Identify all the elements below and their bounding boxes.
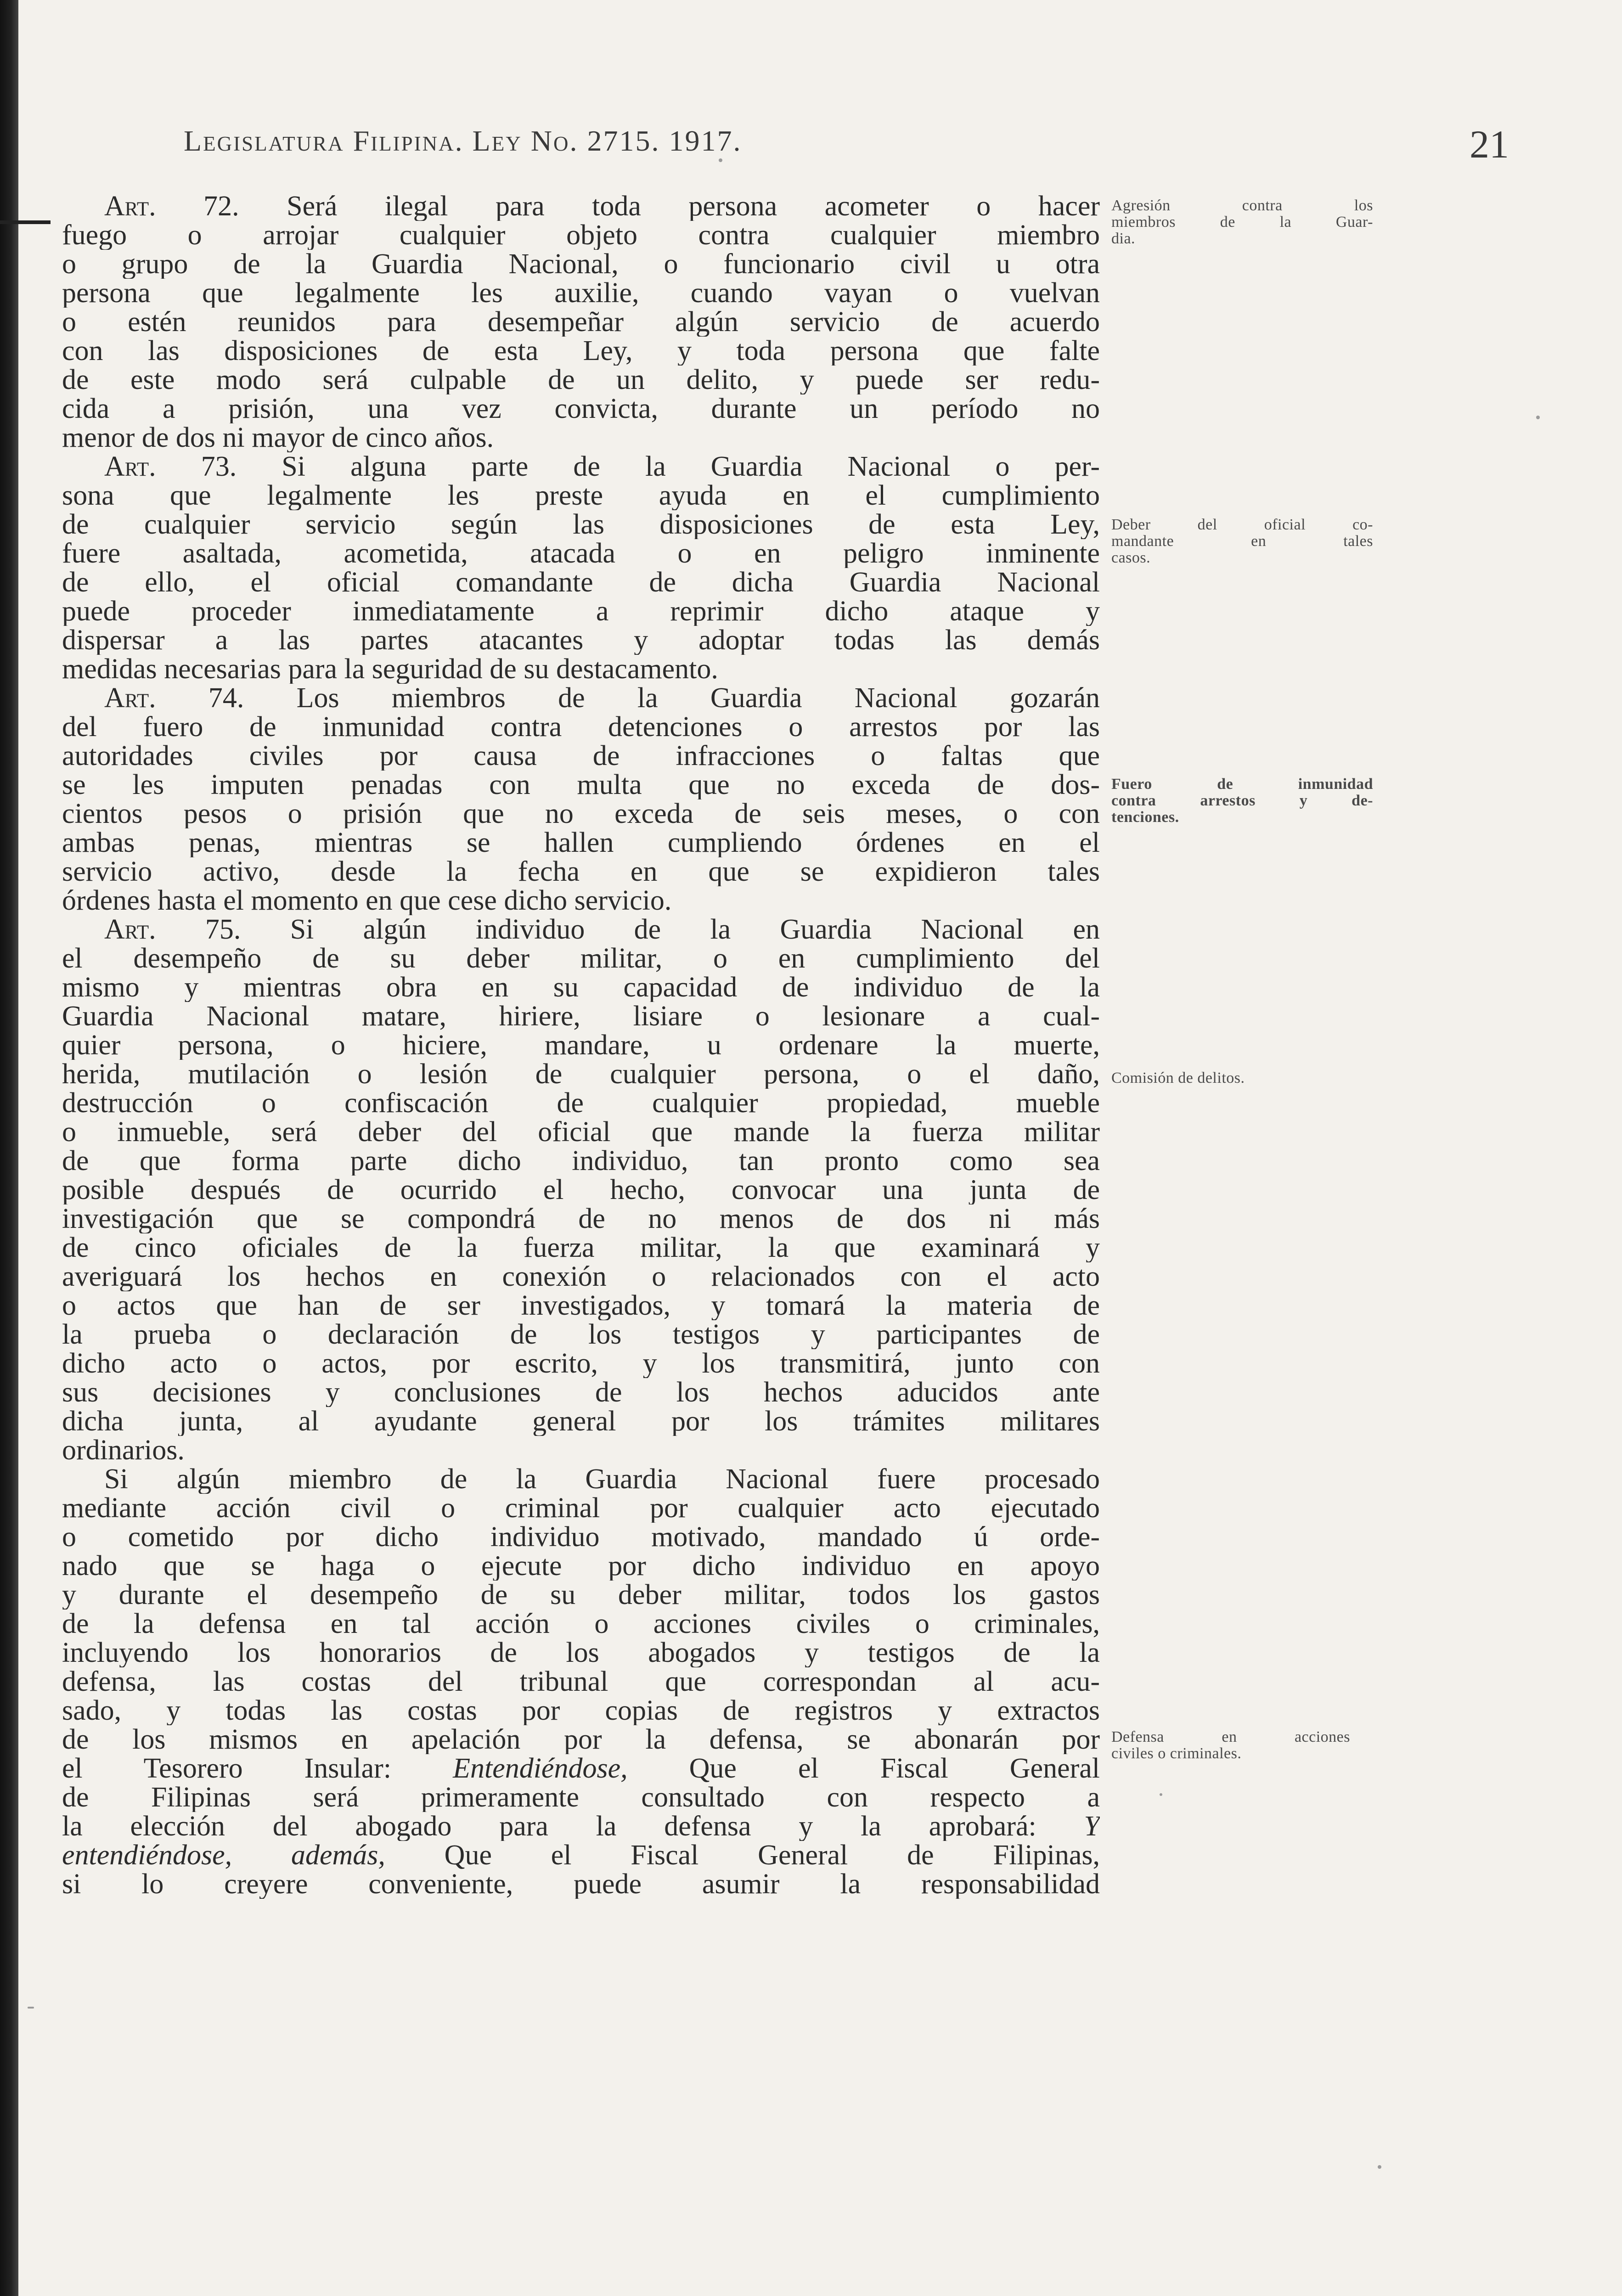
scan-speck [28, 2007, 34, 2009]
text-line: servicio activo, desde la fecha en que se expidieron tales [62, 857, 1100, 886]
text-line: cientos pesos o prisión que no exceda de seis meses, o con [62, 799, 1100, 828]
text-line: de ello, el oficial comandante de dicha Guardia Nacional [62, 568, 1100, 597]
text-line: medidas necesarias para la seguridad de su destacamento. [62, 655, 718, 684]
text-line: Art. 73. Si alguna parte de la Guardia Nacional o per- [104, 452, 1100, 481]
text-line: puede proceder inmediatamente a reprimir dicho ataque y [62, 597, 1100, 626]
text-line: mediante acción civil o criminal por cualquier acto ejecutado [62, 1494, 1100, 1523]
text-line: destrucción o confiscación de cualquier propiedad, mueble [62, 1089, 1100, 1118]
text-line: autoridades civiles por causa de infracciones o faltas que [62, 742, 1100, 771]
scan-speck [1378, 2165, 1381, 2169]
scan-speck [1160, 1793, 1162, 1796]
text-line: Art. 74. Los miembros de la Guardia Nacional gozarán [104, 684, 1100, 713]
text-line: de que forma parte dicho individuo, tan pronto como sea [62, 1147, 1100, 1176]
article-72 [62, 192, 1100, 452]
article-75 [62, 915, 1100, 1465]
text-line: dicha junta, al ayudante general por los trámites militares [62, 1407, 1100, 1436]
text-line: mismo y mientras obra en su capacidad de individuo de la [62, 973, 1100, 1002]
scan-speck [719, 158, 722, 162]
page-header [184, 124, 1515, 174]
page-number: 21 [1470, 122, 1509, 166]
text-line: investigación que se compondrá de no menos de dos ni más [62, 1204, 1100, 1233]
text-line: Art. 75. Si algún individuo de la Guardia Nacional en [104, 915, 1100, 944]
text-line: o grupo de la Guardia Nacional, o funcionario civil u otra [62, 250, 1100, 279]
running-title: Legislatura Filipina. Ley No. 2715. 1917. [184, 124, 742, 157]
text-line: fuere asaltada, acometida, atacada o en peligro inminente [62, 539, 1100, 568]
text-line: el Tesorero Insular: Entendiéndose, Que el Fiscal General [62, 1754, 1100, 1783]
text-line: de la defensa en tal acción o acciones civiles o criminales, [62, 1609, 1100, 1638]
text-line: dispersar a las partes atacantes y adoptar todas las demás [62, 626, 1100, 655]
text-line: incluyendo los honorarios de los abogados y testigos de la [62, 1638, 1100, 1667]
scan-speck [1536, 416, 1540, 419]
sidenote-agresion: Agresión contra los miembros de la Guar- dia. [1111, 197, 1373, 247]
page-binding-edge [0, 0, 18, 2296]
text-line: sus decisiones y conclusiones de los hechos aducidos ante [62, 1378, 1100, 1407]
text-line: y durante el desempeño de su deber militar, todos los gastos [62, 1581, 1100, 1609]
text-line: de los mismos en apelación por la defensa, se abonarán por [62, 1725, 1100, 1754]
text-line: de cualquier servicio según las disposiciones de esta Ley, [62, 510, 1100, 539]
text-line: Guardia Nacional matare, hiriere, lisiare o lesionare a cual- [62, 1002, 1100, 1031]
text-line: se les imputen penadas con multa que no exceda de dos- [62, 771, 1100, 799]
text-line: sado, y todas las costas por copias de registros y extractos [62, 1696, 1100, 1725]
text-line: Art. 72. Será ilegal para toda persona acometer o hacer [104, 192, 1100, 221]
text-line: con las disposiciones de esta Ley, y toda persona que falte [62, 337, 1100, 366]
text-line: de cinco oficiales de la fuerza militar, la que examinará y [62, 1233, 1100, 1262]
sidenote-deber-oficial: Deber del oficial co- mandante en tales casos. [1111, 516, 1373, 566]
body-text [62, 192, 1100, 1899]
text-line: posible después de ocurrido el hecho, convocar una junta de [62, 1176, 1100, 1204]
sidenote-defensa: Defensa en acciones civiles o criminales. [1111, 1728, 1350, 1762]
text-line: o inmueble, será deber del oficial que mande la fuerza militar [62, 1118, 1100, 1147]
text-line: la elección del abogado para la defensa y la aprobará: Y [62, 1812, 1100, 1841]
text-line: dicho acto o actos, por escrito, y los transmitirá, junto con [62, 1349, 1100, 1378]
text-line: sona que legalmente les preste ayuda en el cumplimiento [62, 481, 1100, 510]
paragraph-defensa [62, 1465, 1100, 1899]
article-73 [62, 452, 1100, 684]
text-line: cida a prisión, una vez convicta, durante un período no [62, 394, 1100, 423]
text-line: averiguará los hechos en conexión o relacionados con el acto [62, 1262, 1100, 1291]
text-line: órdenes hasta el momento en que cese dicho servicio. [62, 886, 672, 915]
text-line: la prueba o declaración de los testigos y participantes de [62, 1320, 1100, 1349]
text-line: si lo creyere conveniente, puede asumir la responsabilidad [62, 1870, 1100, 1899]
text-line: entendiéndose, además, Que el Fiscal General de Filipinas, [62, 1841, 1100, 1870]
text-line: ambas penas, mientras se hallen cumpliendo órdenes en el [62, 828, 1100, 857]
text-line: herida, mutilación o lesión de cualquier persona, o el daño, [62, 1060, 1100, 1089]
article-74 [62, 684, 1100, 915]
text-line: quier persona, o hiciere, mandare, u ordenare la muerte, [62, 1031, 1100, 1060]
sidenote-fuero-inmunidad: Fuero de inmunidad contra arrestos y de- tenciones. [1111, 776, 1373, 826]
sidenote-comision-delitos: Comisión de delitos. [1111, 1069, 1245, 1086]
text-line: el desempeño de su deber militar, o en cumplimiento del [62, 944, 1100, 973]
text-line: de este modo será culpable de un delito, y puede ser redu- [62, 366, 1100, 394]
binding-mark [0, 220, 51, 224]
text-line: de Filipinas será primeramente consultado con respecto a [62, 1783, 1100, 1812]
text-line: defensa, las costas del tribunal que correspondan al acu- [62, 1667, 1100, 1696]
text-line: o actos que han de ser investigados, y tomará la materia de [62, 1291, 1100, 1320]
text-line: o cometido por dicho individuo motivado, mandado ú orde- [62, 1523, 1100, 1552]
text-line: ordinarios. [62, 1436, 185, 1465]
text-line: o estén reunidos para desempeñar algún servicio de acuerdo [62, 308, 1100, 337]
text-line: persona que legalmente les auxilie, cuando vayan o vuelvan [62, 279, 1100, 308]
text-line: del fuero de inmunidad contra detenciones o arrestos por las [62, 713, 1100, 742]
text-line: fuego o arrojar cualquier objeto contra cualquier miembro [62, 221, 1100, 250]
text-line: menor de dos ni mayor de cinco años. [62, 423, 494, 452]
text-line: Si algún miembro de la Guardia Nacional fuere procesado [104, 1465, 1100, 1494]
text-line: nado que se haga o ejecute por dicho individuo en apoyo [62, 1552, 1100, 1581]
